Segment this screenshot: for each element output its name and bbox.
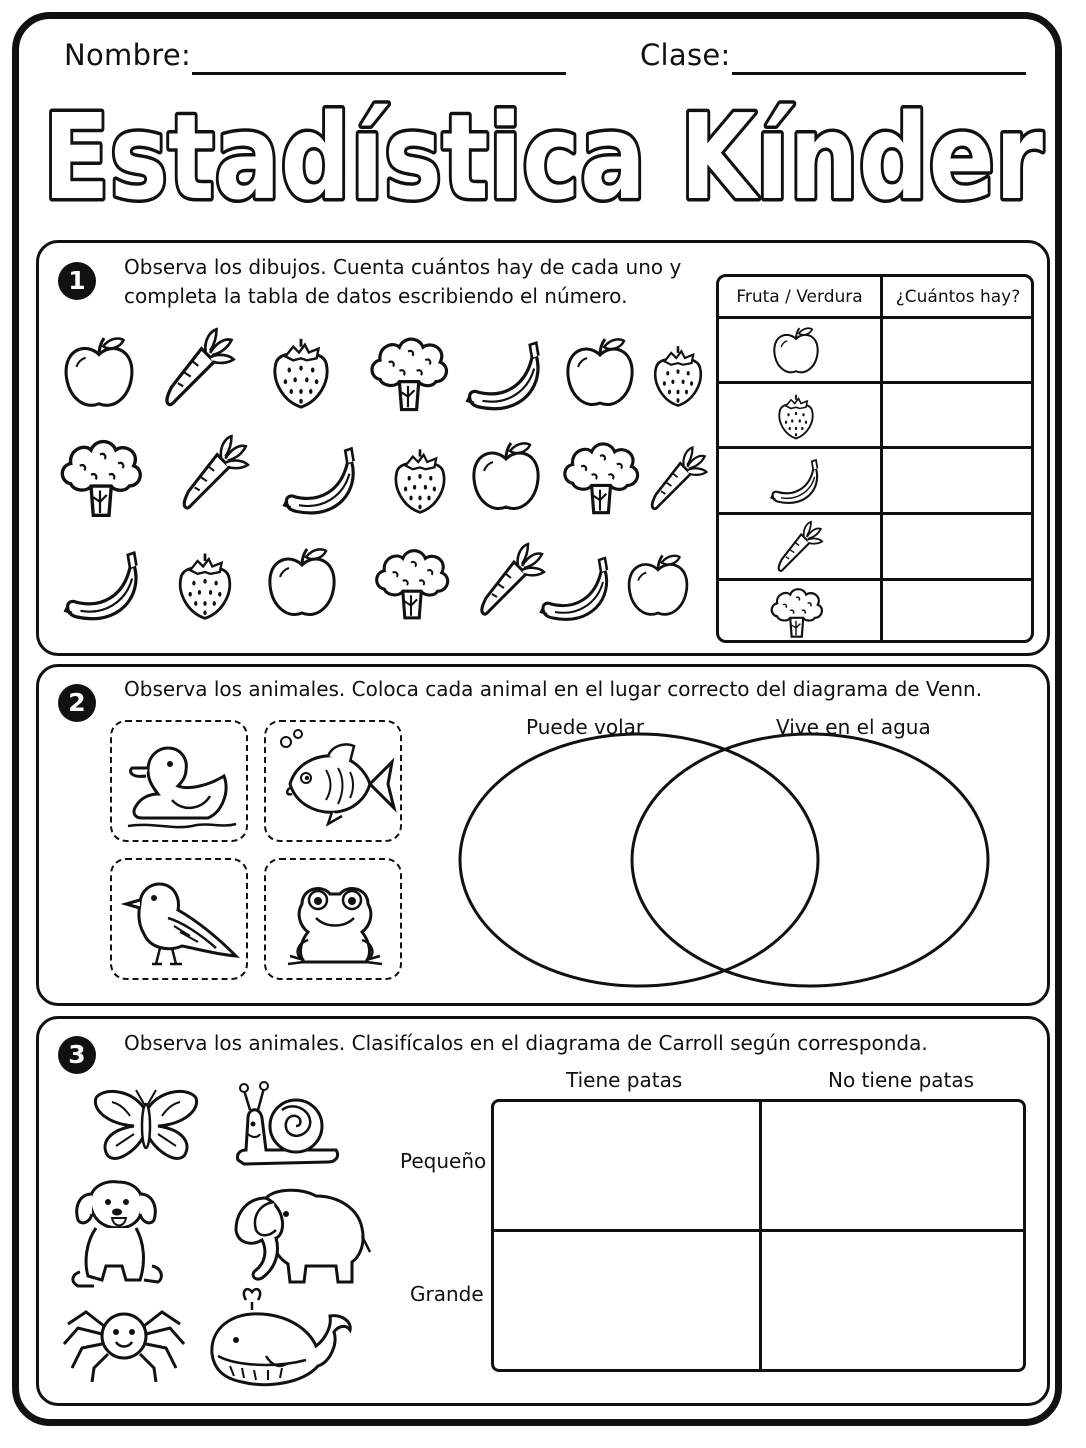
apple-icon xyxy=(466,436,546,518)
section-1-number: 1 xyxy=(58,262,96,300)
carrot-icon xyxy=(170,424,252,522)
carroll-diagram xyxy=(491,1099,1026,1372)
broccoli-icon xyxy=(54,432,146,522)
apple-icon xyxy=(560,332,640,414)
count-cell-apple[interactable] xyxy=(883,320,1031,380)
duck-icon xyxy=(112,722,250,844)
carroll-row-small: Pequeño xyxy=(400,1149,487,1173)
banana-icon xyxy=(54,542,150,628)
apple-icon xyxy=(262,542,342,624)
elephant-icon xyxy=(226,1182,372,1288)
whale-icon xyxy=(206,1284,358,1392)
carroll-cell-large-legs[interactable] xyxy=(494,1232,756,1369)
broccoli-icon xyxy=(558,434,642,520)
apple-icon xyxy=(622,548,694,624)
name-field[interactable] xyxy=(192,72,566,75)
carroll-cell-large-no-legs[interactable] xyxy=(762,1232,1022,1369)
butterfly-icon xyxy=(90,1084,202,1164)
carrot-icon xyxy=(640,436,710,522)
table-header-fruit: Fruta / Verdura xyxy=(736,287,863,307)
name-label: Nombre: xyxy=(64,38,192,72)
count-cell-broccoli[interactable] xyxy=(883,582,1031,642)
broccoli-icon xyxy=(364,330,452,416)
strawberry-icon xyxy=(771,388,821,444)
banana-icon xyxy=(456,332,552,418)
carroll-col-no-legs: No tiene patas xyxy=(828,1068,975,1092)
apple-icon xyxy=(58,332,140,414)
carrot-icon xyxy=(769,517,825,577)
section-2-instruction: Observa los animales. Coloca cada animal en el lugar correcto del diagrama de Venn. xyxy=(124,677,983,701)
strawberry-icon xyxy=(644,338,712,412)
apple-icon xyxy=(769,323,823,379)
fish-card[interactable] xyxy=(264,720,402,842)
strawberry-icon xyxy=(384,440,456,520)
class-label: Clase: xyxy=(640,38,731,72)
venn-left-label: Puede volar xyxy=(526,715,645,739)
section-3-instruction: Observa los animales. Clasifícalos en el diagrama de Carroll según corresponda. xyxy=(124,1031,928,1055)
strawberry-icon xyxy=(262,330,340,414)
banana-icon xyxy=(530,548,620,628)
duck-card[interactable] xyxy=(110,720,248,842)
fish-icon xyxy=(266,722,404,844)
section-3-number: 3 xyxy=(58,1036,96,1074)
count-cell-banana[interactable] xyxy=(883,450,1031,510)
spider-icon xyxy=(62,1302,186,1384)
carroll-row-large: Grande xyxy=(410,1282,484,1306)
venn-diagram[interactable] xyxy=(454,738,1000,1002)
frog-icon xyxy=(266,860,404,982)
strawberry-icon xyxy=(168,544,242,626)
section-2-number: 2 xyxy=(58,684,96,722)
carroll-cell-small-no-legs[interactable] xyxy=(762,1102,1022,1226)
bird-icon xyxy=(112,860,250,982)
bird-card[interactable] xyxy=(110,858,248,980)
count-cell-carrot[interactable] xyxy=(883,516,1031,576)
table-header-count: ¿Cuántos hay? xyxy=(895,287,1021,307)
section-1-instruction-line1: Observa los dibujos. Cuenta cuántos hay de cada uno y xyxy=(124,255,682,279)
page-title xyxy=(30,86,1060,226)
carrot-icon xyxy=(152,322,238,414)
banana-icon xyxy=(272,438,368,522)
broccoli-icon xyxy=(370,540,452,626)
dog-icon xyxy=(66,1176,166,1292)
venn-right-label: Vive en el agua xyxy=(776,715,931,739)
count-cell-strawberry[interactable] xyxy=(883,385,1031,445)
section-1-instruction-line2: completa la tabla de datos escribiendo el número. xyxy=(124,284,628,308)
broccoli-icon xyxy=(767,583,825,641)
venn-circle-water xyxy=(632,734,988,986)
frog-card[interactable] xyxy=(264,858,402,980)
venn-circle-fly xyxy=(460,734,818,986)
snail-icon xyxy=(230,1080,342,1168)
banana-icon xyxy=(763,453,827,509)
carroll-col-has-legs: Tiene patas xyxy=(566,1068,683,1092)
carroll-cell-small-legs[interactable] xyxy=(494,1102,756,1226)
count-table xyxy=(716,274,1034,643)
page-title-text: Estadística Kínder xyxy=(43,88,1043,226)
class-field[interactable] xyxy=(732,72,1026,75)
